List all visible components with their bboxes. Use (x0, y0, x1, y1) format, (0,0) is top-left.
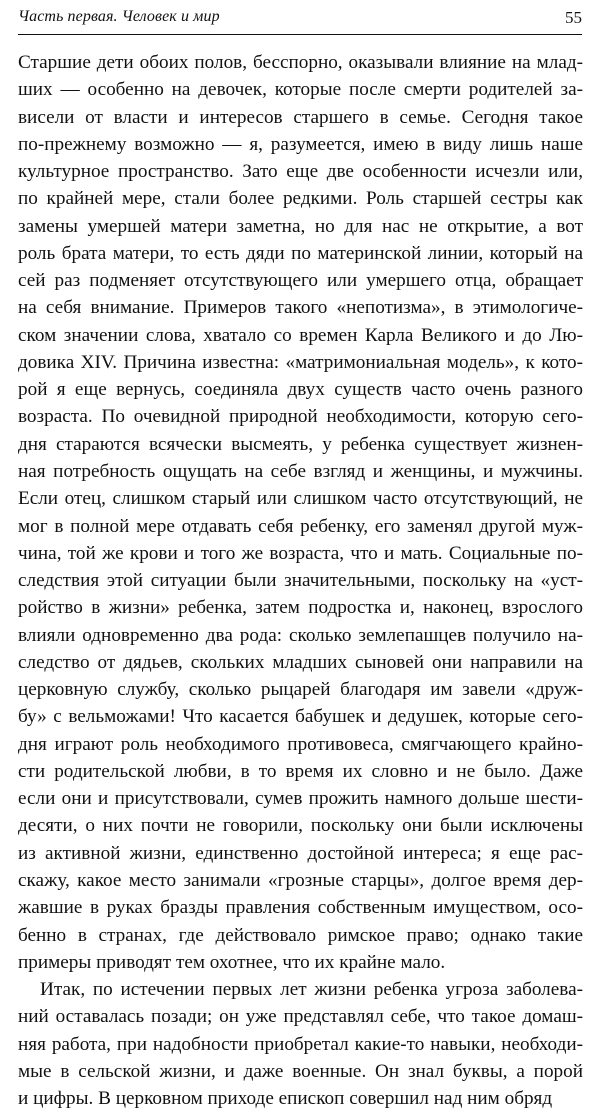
text-line: ском значении слова, хватало со времен Карла Великого и до Лю- (18, 324, 583, 346)
text-line: висели от власти и интересов старшего в семье. Сегодня такое (18, 106, 583, 128)
text-line: няя работа, при надобности приобретал какие-то навыки, необходи- (18, 1033, 583, 1055)
text-line: примеры приводят тем охотнее, что их крайне мало. (18, 951, 446, 973)
text-line: возраста. По очевидной природной необходимости, которую сего- (18, 406, 583, 428)
text-line: сти родительской любви, в то время их словно и не было. Даже (18, 760, 583, 782)
text-line: Итак, по истечении первых лет жизни ребенка угроза заболева- (40, 979, 583, 1001)
text-line: культурное пространство. Зато еще две особенности исчезли или, (18, 161, 583, 183)
text-line: Старшие дети обоих полов, бесспорно, оказывали влияние на млад- (18, 52, 583, 73)
text-line: мог в полной мере отдавать себя ребенку, его заменял другой муж- (18, 515, 583, 537)
text-line: ний оставалась позади; он уже представлял себе, что такое домаш- (18, 1006, 583, 1028)
paragraph (18, 49, 583, 976)
text-line: и цифры. В церковном приходе епископ совершил над ним обряд (18, 1088, 553, 1110)
text-line: из активной жизни, единственно достойной интереса; я еще рас- (18, 842, 583, 864)
text-line: жавшие в руках бразды правления собственным имуществом, осо- (18, 897, 583, 919)
text-line: по-прежнему возможно — я, разумеется, имею в виду лишь наше (18, 133, 583, 155)
running-header (18, 6, 582, 32)
text-line: следствия этой ситуации были значительными, поскольку на «уст- (18, 570, 583, 592)
text-line: дня стараются всячески высмеять, у ребенка существует жизнен- (18, 433, 583, 455)
text-line: сей раз подменяет отсутствующего или умершего отца, обращает (18, 270, 583, 292)
text-line: рой я еще вернусь, соединяла двух существ часто очень разного (18, 379, 583, 401)
text-line: довика XIV. Причина известна: «матримониальная модель», к кото- (18, 351, 583, 373)
text-line: ших — особенно на девочек, которые после смерти родителей за- (18, 79, 583, 101)
text-line: чина, той же крови и того же возраста, что и мать. Социальные по- (18, 542, 583, 564)
text-line: бу» с вельможами! Что касается бабушек и дедушек, которые сего- (18, 706, 583, 728)
text-line: роль брата матери, то есть дяди по материнской линии, который на (18, 242, 583, 264)
text-line: влияли одновременно два рода: сколько землепашцев получило на- (18, 624, 583, 646)
text-line: десяти, о них почти не говорили, поскольку они были исключены (18, 815, 583, 837)
text-line: Если отец, слишком старый или слишком часто отсутствующий, не (18, 488, 583, 510)
text-line: по крайней мере, стали более редкими. Роль старшей сестры как (18, 188, 583, 210)
text-line: замены умершей матери заметна, но для нас не открытие, а вот (18, 215, 583, 237)
text-line: ройство в жизни» ребенка, затем подростка и, наконец, взрослого (18, 597, 583, 619)
page-number: 55 (565, 8, 582, 27)
paragraph (18, 976, 583, 1112)
running-header-title: Часть первая. Человек и мир (18, 8, 220, 25)
text-line: мые в сельской жизни, и даже военные. Он знал буквы, а порой (18, 1060, 583, 1082)
body-text (18, 49, 583, 1112)
text-line: следство от дядьев, скольких младших сыновей они направили на (18, 651, 583, 673)
text-line: церковную службу, сколько рыцарей благодаря им завели «друж- (18, 679, 583, 701)
text-line: на себя внимание. Примеров такого «непотизма», в этимологиче- (18, 297, 583, 319)
text-line: скажу, какое место занимали «грозные старцы», долгое время дер- (18, 869, 583, 891)
text-line: бенно в странах, где действовало римское право; однако такие (18, 924, 583, 946)
header-rule (18, 34, 582, 35)
text-line: если они и присутствовали, сумев прожить намного дольше шести- (18, 788, 583, 810)
text-line: ная потребность ощущать на себе взгляд и женщины, и мужчины. (18, 460, 583, 482)
text-line: дня играют роль необходимого противовеса, смягчающего крайно- (18, 733, 583, 755)
